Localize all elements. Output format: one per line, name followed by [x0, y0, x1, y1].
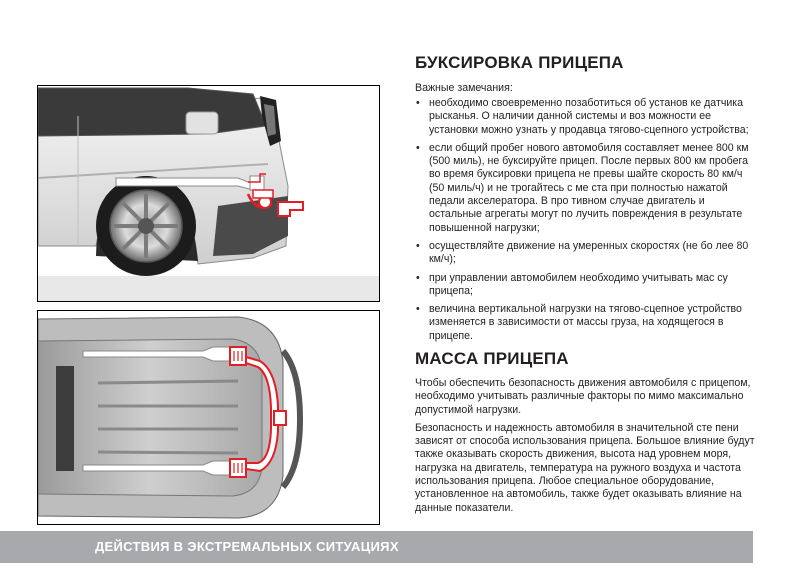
list-item: • если общий пробег нового автомобиля составляет менее 800 км (500 миль), не буксируйте прицеп. После первых 800 км пробега во время буксировки прицепа не превы шайте скорость 80 км/ч (50 миль/ч) и не трогайтесь с ме ста при полностью нажатой педали акселератора. В про тивном случае двигатель и остальные агрегаты могут по лучить повреждения в результате повышенной нагрузки; [415, 142, 760, 235]
list-item: • необходимо своевременно позаботиться об установ ке датчика рысканья. О наличии данной системы и воз можности ее установки можно узнать у продавца тягово-сцепного устройства; [415, 97, 760, 137]
footer-section-label: ДЕЙСТВИЯ В ЭКСТРЕМАЛЬНЫХ СИТУАЦИЯХ [95, 539, 399, 554]
trailer-mass-body [415, 377, 760, 520]
rear-side-view-figure [37, 85, 380, 302]
footer-bar [0, 531, 753, 563]
section-title-towing: БУКСИРОВКА ПРИЦЕПА [415, 53, 624, 72]
list-item: • осуществляйте движение на умеренных скоростях (не бо лее 80 км/ч); [415, 240, 760, 267]
paragraph: Безопасность и надежность автомобиля в значительной сте пени зависят от способа использования прицепа. Большое влияние будут также оказывать скорость движения, высота над уровнем моря, нагрузка на двигатель, температура на ружного воздуха и частота использования прицепа. Любое специальное оборудование, установленное на автомобиль, также будет оказывать влияние на данные показатели. [415, 421, 755, 514]
section-intro: Важные замечания: [415, 82, 513, 94]
rear-top-view-figure [37, 310, 380, 525]
notes-list [415, 97, 760, 348]
list-item: • при управлении автомобилем необходимо учитывать мас су прицепа; [415, 272, 760, 299]
car-rear-side-illustration [38, 86, 379, 301]
section-title-trailer-mass: МАССА ПРИЦЕПА [415, 349, 569, 368]
car-rear-top-illustration [38, 311, 379, 524]
paragraph: Чтобы обеспечить безопасность движения автомобиля с прицепом, необходимо учитывать различные факторы по мимо максимально допустимой нагрузки. [415, 377, 751, 416]
list-item: • величина вертикальной нагрузки на тягово-сцепное устройство изменяется в зависимости от массы груза, на ходящегося в прицепе. [415, 303, 760, 343]
